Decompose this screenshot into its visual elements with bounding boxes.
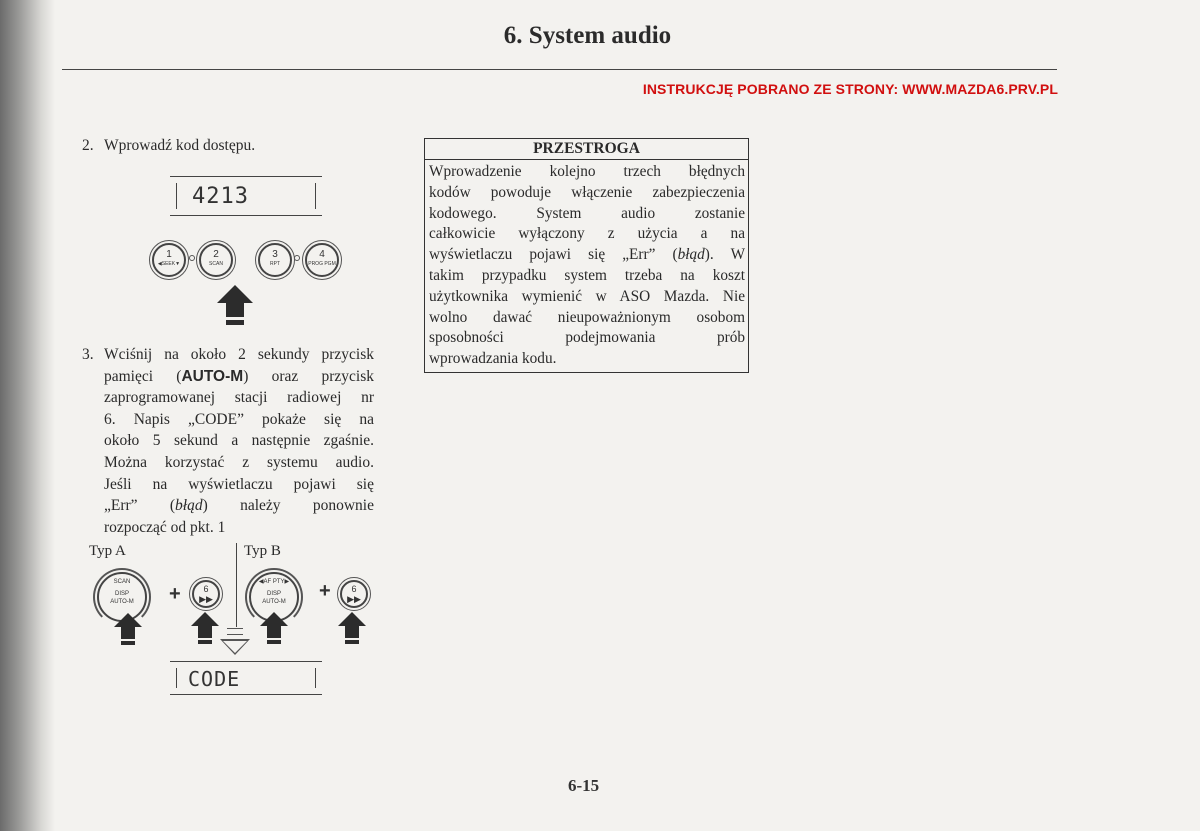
preset-button-6 bbox=[192, 580, 220, 608]
knob-label: AUTO-M bbox=[262, 599, 286, 605]
preset-label: ▶▶ bbox=[347, 594, 361, 604]
display-right-bar bbox=[315, 668, 316, 688]
step-line bbox=[104, 495, 374, 517]
knob-label: SCAN bbox=[113, 579, 131, 585]
knob-label: ◀AF PTY▶ bbox=[258, 579, 290, 585]
press-arrow-icon bbox=[338, 612, 366, 644]
caution-line: kodów powoduje włączenie zabezpieczenia bbox=[429, 183, 745, 201]
text-run: ) należy ponownie bbox=[202, 497, 374, 515]
display-left-bar bbox=[176, 183, 177, 209]
preset-button-6 bbox=[340, 580, 368, 608]
text-run: pamięci ( bbox=[104, 367, 182, 385]
down-arrow-icon bbox=[220, 628, 250, 658]
text-run: „Err” ( bbox=[104, 497, 176, 515]
step-line: Jeśli na wyświetlaczu pojawi się bbox=[104, 475, 374, 493]
caution-line: kodowego. System audio zostanie bbox=[429, 204, 745, 222]
code-display-result bbox=[170, 661, 322, 695]
code-display-value: 4213 bbox=[192, 184, 249, 209]
display-right-bar bbox=[315, 183, 316, 209]
press-arrow-icon bbox=[260, 612, 288, 644]
preset-button-3 bbox=[258, 243, 292, 277]
step-line: około 5 sekund a następnie zgaśnie. bbox=[104, 432, 374, 450]
caution-line: całkowicie wyłączony z użycia a na bbox=[429, 225, 745, 243]
caution-line: użytkownika wymienić w ASO Mazda. Nie bbox=[429, 287, 745, 305]
preset-number: 3 bbox=[272, 249, 278, 260]
preset-label: ◀SEEK▼ bbox=[157, 261, 181, 267]
caution-line: Wprowadzenie kolejno trzech błędnych bbox=[429, 163, 745, 180]
code-display-result-value: CODE bbox=[188, 667, 241, 691]
step-text: Wprowadź kod dostępu. bbox=[104, 137, 256, 154]
step-3 bbox=[82, 344, 374, 538]
type-b-label: Typ B bbox=[244, 543, 281, 559]
italic-run: błąd bbox=[175, 497, 203, 515]
preset-number: 4 bbox=[319, 249, 325, 260]
press-arrow-icon bbox=[217, 285, 253, 325]
preset-number: 1 bbox=[166, 249, 172, 260]
preset-label: ▶▶ bbox=[199, 594, 213, 604]
step-line: 6. Napis „CODE” pokaże się na bbox=[104, 410, 374, 428]
preset-number: 6 bbox=[203, 584, 209, 594]
display-left-bar bbox=[176, 668, 177, 688]
press-arrow-icon bbox=[114, 613, 142, 645]
separator-dot bbox=[189, 255, 195, 261]
italic-run: błąd bbox=[677, 246, 705, 264]
caution-box bbox=[424, 138, 749, 373]
caution-heading: PRZESTROGA bbox=[425, 139, 748, 160]
caution-line: sposobności podejmowania prób bbox=[429, 329, 745, 347]
caution-line bbox=[429, 245, 745, 266]
step-line: Można korzystać z systemu audio. bbox=[104, 453, 374, 471]
preset-number: 6 bbox=[351, 584, 357, 594]
press-arrow-icon bbox=[191, 612, 219, 644]
preset-label: PROG PGM bbox=[308, 261, 336, 267]
text-run: wyświetlaczu pojawi się „Err” ( bbox=[429, 246, 678, 264]
separator-dot bbox=[294, 255, 300, 261]
preset-button-1 bbox=[152, 243, 186, 277]
step-2 bbox=[82, 137, 255, 155]
step-line bbox=[104, 366, 374, 388]
page-number: 6-15 bbox=[568, 776, 600, 795]
source-url: INSTRUKCJĘ POBRANO ZE STRONY: WWW.MAZDA6.PRV.PL bbox=[642, 81, 1058, 97]
preset-button-4 bbox=[305, 243, 339, 277]
preset-number: 2 bbox=[213, 249, 219, 260]
page-title: 6. System audio bbox=[503, 22, 672, 49]
plus-sign: + bbox=[319, 580, 331, 602]
auto-m-label: AUTO-M bbox=[181, 367, 244, 385]
step-number: 2. bbox=[82, 137, 94, 154]
caution-line: wolno dawać nieupoważnionym osobom bbox=[429, 308, 745, 326]
code-display bbox=[170, 176, 322, 216]
header-rule bbox=[62, 69, 1057, 70]
preset-label: SCAN bbox=[209, 261, 223, 267]
type-a-label: Typ A bbox=[89, 543, 126, 559]
text-run: ) oraz przycisk bbox=[243, 367, 374, 385]
preset-label: RPT bbox=[270, 261, 280, 267]
step-line: Wciśnij na około 2 sekundy przycisk bbox=[104, 346, 374, 363]
preset-button-2 bbox=[199, 243, 233, 277]
caution-line: wprowadzania kodu. bbox=[429, 350, 557, 368]
caution-body bbox=[425, 160, 748, 370]
plus-sign: + bbox=[169, 583, 181, 605]
type-divider bbox=[236, 543, 237, 627]
knob-label: DISP bbox=[266, 591, 281, 597]
step-line: rozpocząć od pkt. 1 bbox=[104, 518, 226, 536]
step-line: zaprogramowanej stacji radiowej nr bbox=[104, 389, 374, 407]
text-run: ). W bbox=[704, 246, 746, 264]
knob-label: AUTO-M bbox=[110, 599, 134, 605]
caution-line: takim przypadku system trzeba na koszt bbox=[429, 266, 745, 284]
step-number: 3. bbox=[82, 346, 94, 363]
knob-label: DISP bbox=[114, 591, 129, 597]
page-binding-shadow bbox=[0, 0, 55, 831]
